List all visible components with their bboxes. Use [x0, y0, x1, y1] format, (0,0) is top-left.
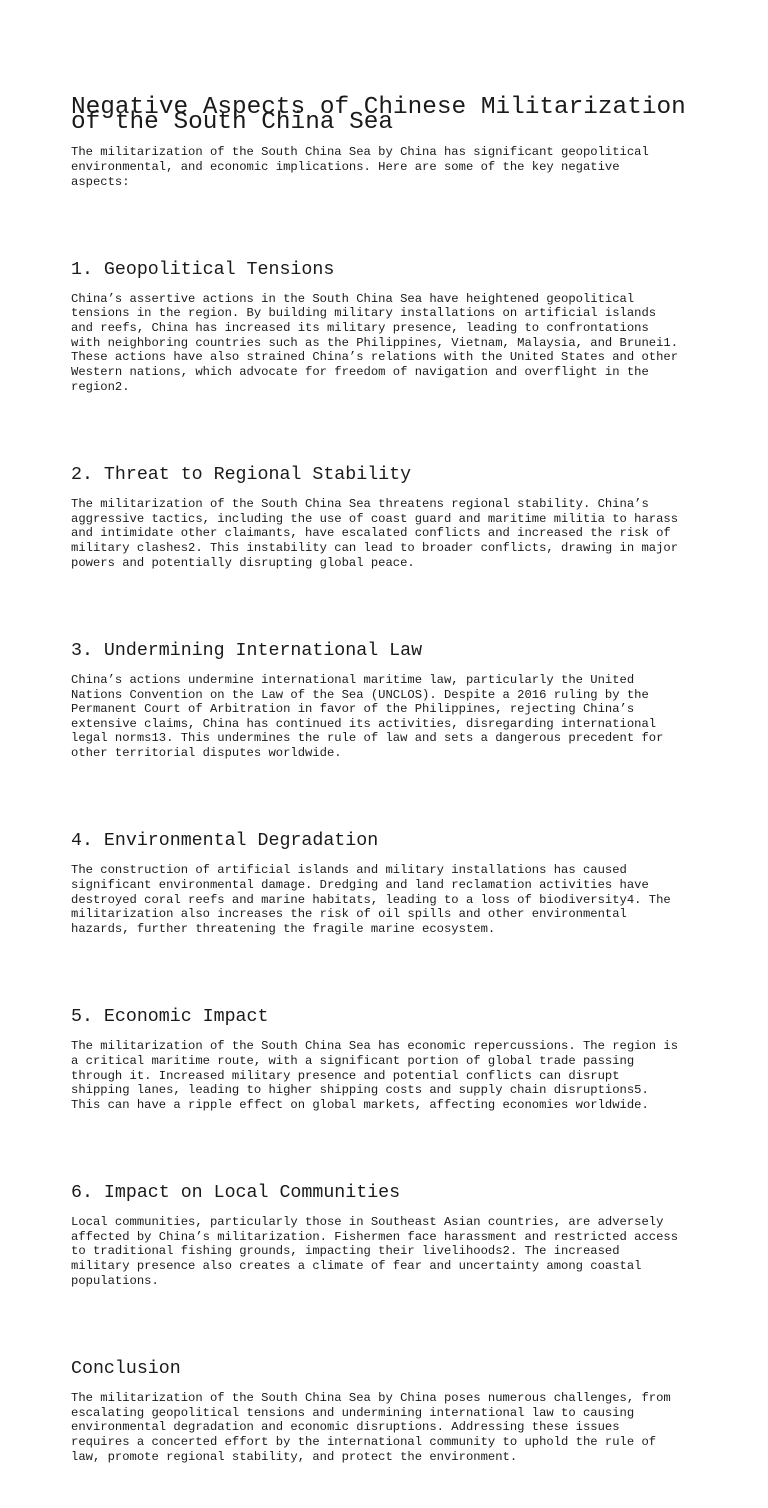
section-heading: 2. Threat to Regional Stability	[71, 464, 412, 485]
document-title: Negative Aspects of Chinese Militarization of the South China Sea	[71, 94, 686, 136]
intro-paragraph: The militarization of the South China Sea by China has significant geopolitical environmental, and economic implications. Here are some of the key negative aspects:	[71, 145, 649, 189]
section-body: The militarization of the South China Sea threatens regional stability. China’s aggressive tactics, including the use of coast guard and maritime militia to harass and intimidate other claimants, have escalated conflicts and increased the risk of military clashes2. This instability can lead to broader conflicts, drawing in major powers and potentially disrupting global peace.	[71, 497, 679, 570]
section-heading: 4. Environmental Degradation	[71, 831, 379, 852]
section-body: The militarization of the South China Sea has economic repercussions. The region is a critical maritime route, with a significant portion of global trade passing through it. Increased military presence and potential conflicts can disrupt shipping lanes, leading to higher shipping costs and supply chain disruptions5. This can have a ripple effect on global markets, affecting economies worldwide.	[71, 1039, 679, 1112]
section-heading: 1. Geopolitical Tensions	[71, 259, 335, 280]
section-body: The construction of artificial islands and military installations has caused significant environmental damage. Dredging and land reclamation activities have destroyed coral reefs and marine habitats, leading to a loss of biodiversity4. The militarization also increases the risk of oil spills and other environmental hazards, further threatening the fragile marine ecosystem.	[71, 863, 671, 936]
document-header	[71, 87, 711, 204]
section-body: The militarization of the South China Sea by China poses numerous challenges, from escalating geopolitical tensions and undermining international law to causing environmental degradation and economic disruptions. Addressing these issues requires a concerted effort by the international community to uphold the rule of law, promote regional stability, and protect the environment.	[71, 1390, 671, 1464]
section-body: China’s assertive actions in the South China Sea have heightened geopolitical tensions in the region. By building military installations on artificial islands and reefs, China has increased its military presence, leading to confrontations with neighboring countries such as the Philippines, Vietnam, Malaysia, and Brunei1. These actions have also strained China’s relations with the United States and other Western nations, which advocate for freedom of navigation and overflight in the region2.	[71, 291, 679, 394]
section-heading: Conclusion	[71, 1358, 181, 1379]
section-body: China’s actions undermine international maritime law, particularly the United Nations Convention on the Law of the Sea (UNCLOS). Despite a 2016 ruling by the Permanent Court of Arbitration in favor of the Philippines, rejecting China’s extensive claims, China has continued its activities, disregarding international legal norms13. This undermines the rule of law and sets a dangerous precedent for other territorial disputes worldwide.	[71, 672, 664, 761]
section-conclusion	[71, 1347, 711, 1479]
section-heading: 6. Impact on Local Communities	[71, 1182, 401, 1203]
section-heading: 5. Economic Impact	[71, 1006, 269, 1027]
section-environmental-degradation	[71, 819, 711, 951]
section-geopolitical-tensions	[71, 248, 711, 409]
document-page	[71, 72, 711, 1508]
section-international-law	[71, 629, 711, 776]
section-economic-impact	[71, 995, 711, 1127]
section-heading: 3. Undermining International Law	[71, 640, 423, 661]
section-body: Local communities, particularly those in Southeast Asian countries, are adversely affected by China’s militarization. Fishermen face harassment and restricted access to traditional fishing grounds, impacting their livelihoods2. The increased military presence also creates a climate of fear and uncertainty among coastal populations.	[71, 1215, 679, 1288]
section-regional-stability	[71, 453, 711, 585]
section-local-communities	[71, 1171, 711, 1303]
